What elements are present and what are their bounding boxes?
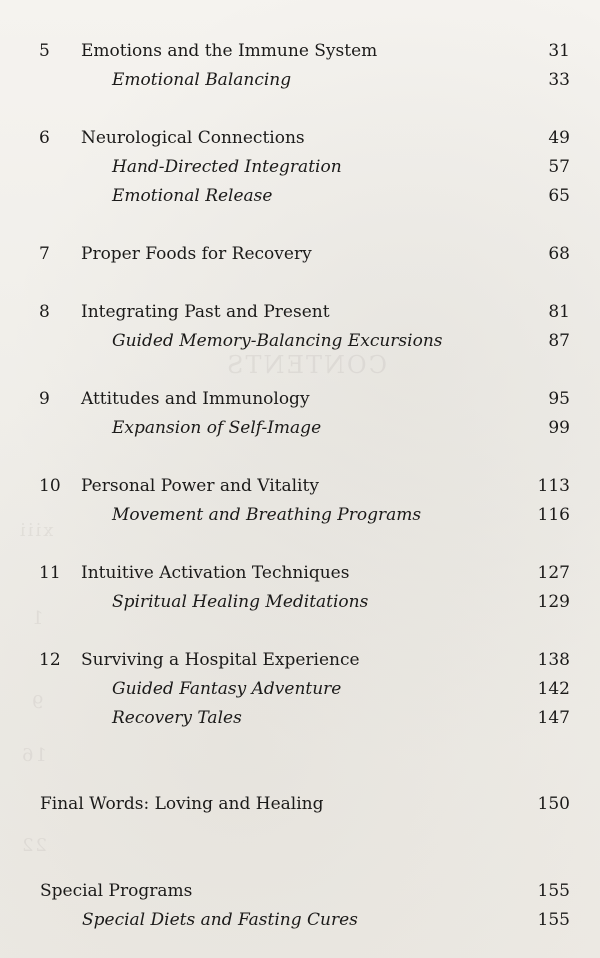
toc-entry-section[interactable] <box>0 501 600 530</box>
chapter-title: Personal Power and Vitality <box>81 476 319 496</box>
section-title: Recovery Tales <box>112 708 242 728</box>
chapter-number: 7 <box>39 244 50 264</box>
toc-entry-section[interactable] <box>0 675 600 704</box>
page-number: 95 <box>548 389 570 409</box>
chapter-number: 8 <box>39 302 50 322</box>
page-number: 138 <box>537 650 570 670</box>
bleed-through-text: 1 <box>30 608 44 629</box>
toc-entry-chapter[interactable] <box>0 240 600 269</box>
toc-entry-section[interactable] <box>0 327 600 356</box>
section-title: Expansion of Self-Image <box>112 418 322 438</box>
section-title: Hand-Directed Integration <box>112 157 342 177</box>
toc-entry-section[interactable] <box>0 414 600 443</box>
page-number: 147 <box>537 708 570 728</box>
chapter-number: 5 <box>39 41 50 61</box>
toc-entry-chapter[interactable] <box>0 646 600 675</box>
page-number: 127 <box>537 563 570 583</box>
chapter-number: 9 <box>39 389 50 409</box>
chapter-number: 11 <box>39 563 61 583</box>
page-number: 57 <box>548 157 570 177</box>
page-number: 155 <box>537 881 570 901</box>
toc-entry-chapter[interactable] <box>0 385 600 414</box>
toc-entry-chapter[interactable] <box>0 298 600 327</box>
page-number: 33 <box>548 70 570 90</box>
page-number: 87 <box>548 331 570 351</box>
final-words-title: Final Words: Loving and Healing <box>40 794 324 814</box>
page-number: 49 <box>548 128 570 148</box>
page-number: 155 <box>537 910 570 930</box>
page-number: 150 <box>537 794 570 814</box>
chapter-number: 6 <box>39 128 50 148</box>
section-title: Spiritual Healing Meditations <box>112 592 369 612</box>
bleed-through-text: 9 <box>30 692 44 713</box>
toc-entry-chapter[interactable] <box>0 124 600 153</box>
page-number: 81 <box>548 302 570 322</box>
bleed-through-text: 22 <box>20 835 47 856</box>
toc-entry-chapter[interactable] <box>0 472 600 501</box>
section-title: Special Diets and Fasting Cures <box>82 910 358 930</box>
toc-entry-section[interactable] <box>0 182 600 211</box>
chapter-number: 10 <box>39 476 61 496</box>
page-number: 113 <box>537 476 570 496</box>
bleed-through-text: xiii <box>18 520 54 541</box>
toc-entry-section[interactable] <box>0 588 600 617</box>
chapter-title: Surviving a Hospital Experience <box>81 650 360 670</box>
page-number: 65 <box>548 186 570 206</box>
page-number: 116 <box>537 505 570 525</box>
section-title: Emotional Balancing <box>112 70 292 90</box>
toc-entry-chapter[interactable] <box>0 37 600 66</box>
toc-entry-chapter[interactable] <box>0 559 600 588</box>
bleed-through-text: 16 <box>20 745 47 766</box>
toc-entry-final-words[interactable] <box>0 790 600 819</box>
chapter-title: Intuitive Activation Techniques <box>81 563 350 583</box>
page-number: 129 <box>537 592 570 612</box>
section-title: Movement and Breathing Programs <box>112 505 422 525</box>
section-title: Guided Fantasy Adventure <box>112 679 342 699</box>
page-number: 142 <box>537 679 570 699</box>
page-number: 68 <box>548 244 570 264</box>
chapter-title: Neurological Connections <box>81 128 305 148</box>
toc-entry-section[interactable] <box>0 906 600 935</box>
chapter-title: Emotions and the Immune System <box>81 41 378 61</box>
page-number: 99 <box>548 418 570 438</box>
chapter-title: Attitudes and Immunology <box>81 389 310 409</box>
chapter-title: Integrating Past and Present <box>81 302 330 322</box>
toc-entry-section[interactable] <box>0 704 600 733</box>
section-title: Emotional Release <box>112 186 273 206</box>
bleed-through-text: CONTENTS <box>225 351 388 379</box>
chapter-number: 12 <box>39 650 61 670</box>
toc-entry-special-programs[interactable] <box>0 877 600 906</box>
toc-entry-section[interactable] <box>0 153 600 182</box>
section-title: Guided Memory-Balancing Excursions <box>112 331 443 351</box>
chapter-title: Proper Foods for Recovery <box>81 244 312 264</box>
toc-entry-section[interactable] <box>0 66 600 95</box>
page-number: 31 <box>548 41 570 61</box>
special-programs-title: Special Programs <box>40 881 193 901</box>
